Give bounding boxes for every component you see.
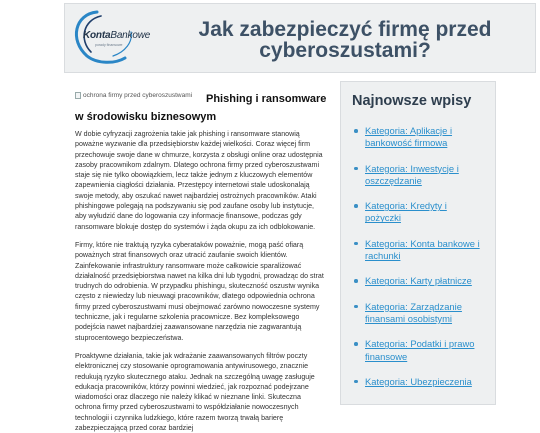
article-image-row: [64, 81, 327, 127]
bullet-icon: [354, 279, 358, 283]
recent-posts-list: [341, 125, 495, 388]
sidebar-link[interactable]: Kategoria: Kredyty i pożyczki: [365, 200, 447, 224]
sidebar-item: [354, 163, 483, 188]
sidebar-link[interactable]: Kategoria: Karty płatnicze: [365, 275, 472, 287]
sidebar-item: [354, 338, 483, 363]
sidebar-link[interactable]: Kategoria: Zarządzanie finansami osobistymi: [365, 300, 462, 324]
article-image-alt: ochrona firmy przed cyberoszustwami: [83, 92, 193, 99]
logo-tagline: porady finansowe: [95, 43, 123, 47]
bullet-icon: [354, 129, 358, 133]
bullet-icon: [354, 342, 358, 346]
bullet-icon: [354, 380, 358, 384]
sidebar-link[interactable]: Kategoria: Aplikacje i bankowość firmowa: [365, 125, 453, 149]
sidebar-item: [354, 125, 483, 150]
article-paragraph: Firmy, które nie traktują ryzyka cyberataków poważnie, mogą paść ofiarą poważnych strat finansowych oraz utracić zaufanie swoich klientów. Zainfekowanie infrastruktury ransomware może całkowicie sparaliżować działalność przedsiębiorstwa nawet na kilka dni lub tygodni, prowadząc do strat trudnych do odrobienia. W przypadku phishingu, skuteczność oszustw wynika często z niewiedzy lub nieuwagi pracowników, dlatego odpowiednia ochrona firmy przed cyberoszustwami musi obejmować zarówno nowoczesne systemy techniczne, jak i regularne szkolenia pracownicze. Bez kompleksowego podejścia nawet najbardziej zaawansowane narzędzia nie zagwarantują stuprocentowego bezpieczeństwa.: [75, 240, 324, 342]
sidebar-link[interactable]: Kategoria: Podatki i prawo finansowe: [365, 338, 475, 362]
article-paragraph: Proaktywne działania, takie jak wdrażanie zaawansowanych filtrów poczty elektronicznej czy stosowanie oprogramowania antywirusowego, znacznie redukują ryzyko skutecznego ataku. Jednak na szczególną uwagę zasługuje edukacja pracowników, którzy powinni wiedzieć, jak rozpoznać podejrzane wiadomości oraz dlaczego nie należy klikać w nieznane linki. Skuteczna ochrona firmy przed cyberoszustwami to współdziałanie nowoczesnych technologii i czynnika ludzkiego, które razem tworzą trwałą barierę zabezpieczającą przed coraz bardziej: [75, 351, 315, 433]
bullet-icon: [354, 305, 358, 309]
sidebar-item: [354, 301, 483, 326]
site-logo[interactable]: [67, 6, 153, 68]
bullet-icon: [354, 242, 358, 246]
sidebar-link[interactable]: Kategoria: Ubezpieczenia: [365, 375, 472, 387]
article-paragraph: W dobie cyfryzacji zagrożenia takie jak phishing i ransomware stanowią poważne wyzwanie dla przedsiębiorstw każdej wielkości. Coraz więcej firm przechowuje swoje dane w chmurze, korzysta z obsługi online oraz udostępnia zasoby pracownikom zdalnym. Dlatego ochrona firmy przed cyberoszustwami staje się nie tylko obowiązkiem, lecz także jednym z kluczowych elementów zapewnienia ciągłości działania. Przestępcy internetowi stale udoskonalają swoje metody, aby oszukać nawet najbardziej ostrożnych pracowników. Ataki phishingowe polegają na podszywaniu się pod zaufane osoby lub instytucje, aby wyłudzić dane do logowania czy informacje finansowe, podczas gdy ransomware blokuje dostęp do systemów i żąda okupu za ich odblokowanie.: [75, 130, 323, 231]
sidebar-link[interactable]: Kategoria: Konta bankowe i rachunki: [365, 237, 480, 262]
sidebar-title: Najnowsze wpisy: [352, 93, 472, 109]
bullet-icon: [354, 167, 358, 171]
page-title: Jak zabezpieczyć firmę przed cyberoszustami?: [198, 18, 492, 62]
bullet-icon: [354, 204, 358, 208]
sidebar-item: [354, 200, 483, 225]
sidebar-item: [354, 238, 483, 263]
sidebar-item: [354, 376, 483, 388]
logo-wordmark: KontaBankowe: [83, 30, 151, 41]
sidebar-item: [354, 275, 483, 287]
article-image: [75, 92, 192, 99]
broken-image-icon: [75, 92, 81, 99]
section-title: Phishing i ransomware w środowisku biznesowym: [75, 93, 327, 123]
site-header: [64, 3, 536, 73]
article-content: [64, 81, 327, 433]
sidebar-recent-posts: [340, 81, 496, 405]
sidebar-link[interactable]: Kategoria: Inwestycje i oszczędzanie: [365, 162, 459, 186]
